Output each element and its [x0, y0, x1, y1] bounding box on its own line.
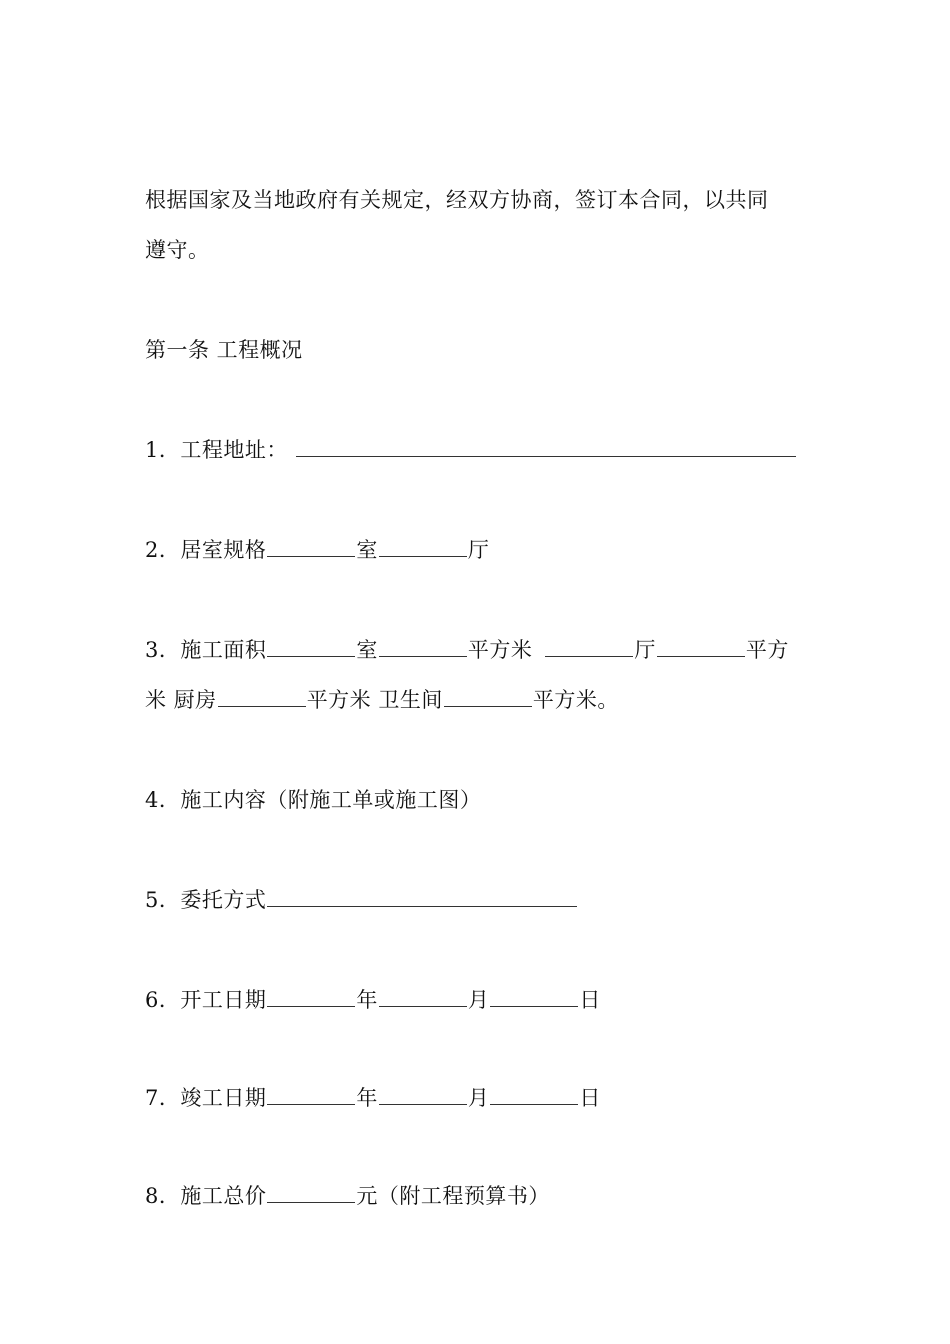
item-3-kitchen-label: 米 厨房: [145, 688, 217, 712]
item-3-sqm-unit: 平方米: [467, 638, 533, 662]
item-5-commission-method: [145, 885, 578, 915]
article-1-heading: [145, 335, 303, 365]
item-6-start-date: [145, 985, 601, 1015]
hall-area-count-blank[interactable]: [545, 636, 633, 657]
start-year-unit: 年: [356, 988, 378, 1012]
preamble-line-2: [145, 235, 210, 265]
end-month-unit: 月: [467, 1086, 490, 1110]
room-unit: 室: [356, 538, 378, 562]
hall-area-blank[interactable]: [657, 636, 745, 657]
halls-blank[interactable]: [379, 536, 467, 557]
item-3-area-line-2: [145, 685, 619, 715]
item-4-construction-content: [145, 785, 481, 815]
end-month-blank[interactable]: [379, 1084, 467, 1105]
item-3-area-line-1: [145, 635, 789, 665]
item-1-project-address: [145, 435, 797, 465]
end-year-blank[interactable]: [267, 1084, 355, 1105]
item-3-end-unit: 平方米。: [532, 688, 619, 712]
item-8-label: 8．施工总价: [145, 1184, 267, 1208]
item-7-completion-date: [145, 1083, 601, 1113]
item-4-label: 4．施工内容（附施工单或施工图）: [145, 788, 482, 812]
item-2-room-spec: [145, 535, 489, 565]
end-day-unit: 日: [579, 1086, 601, 1110]
start-day-unit: 日: [579, 988, 601, 1012]
end-year-unit: 年: [356, 1086, 378, 1110]
start-day-blank[interactable]: [490, 986, 578, 1007]
start-year-blank[interactable]: [267, 986, 355, 1007]
item-2-label: 2．居室规格: [145, 538, 267, 562]
address-blank[interactable]: [296, 436, 796, 457]
item-3-bathroom-label: 平方米 卫生间: [306, 688, 443, 712]
item-1-label: 1．工程地址：: [145, 438, 288, 462]
item-3-label: 3．施工面积: [145, 638, 267, 662]
item-3-hall-unit: 厅: [634, 638, 656, 662]
item-5-label: 5．委托方式: [145, 888, 267, 912]
preamble-text-1: 根据国家及当地政府有关规定，经双方协商，签订本合同，以共同: [145, 188, 769, 212]
item-3-sq-unit: 平方: [745, 638, 789, 662]
start-month-unit: 月: [467, 988, 490, 1012]
rooms-blank[interactable]: [267, 536, 355, 557]
end-day-blank[interactable]: [490, 1084, 578, 1105]
room-area-blank[interactable]: [379, 636, 467, 657]
item-3-room-unit: 室: [356, 638, 378, 662]
item-8-unit: 元（附工程预算书）: [356, 1184, 550, 1208]
hall-unit: 厅: [467, 538, 490, 562]
start-month-blank[interactable]: [379, 986, 467, 1007]
item-7-label: 7．竣工日期: [145, 1086, 267, 1110]
room-area-count-blank[interactable]: [267, 636, 355, 657]
bathroom-area-blank[interactable]: [444, 686, 532, 707]
item-8-total-price: [145, 1181, 550, 1211]
commission-method-blank[interactable]: [267, 886, 577, 907]
item-6-label: 6．开工日期: [145, 988, 267, 1012]
total-price-blank[interactable]: [267, 1182, 355, 1203]
preamble-text-2: 遵守。: [145, 238, 210, 262]
preamble-line-1: [145, 185, 769, 215]
kitchen-area-blank[interactable]: [218, 686, 306, 707]
article-1-heading-text: 第一条 工程概况: [145, 338, 303, 362]
